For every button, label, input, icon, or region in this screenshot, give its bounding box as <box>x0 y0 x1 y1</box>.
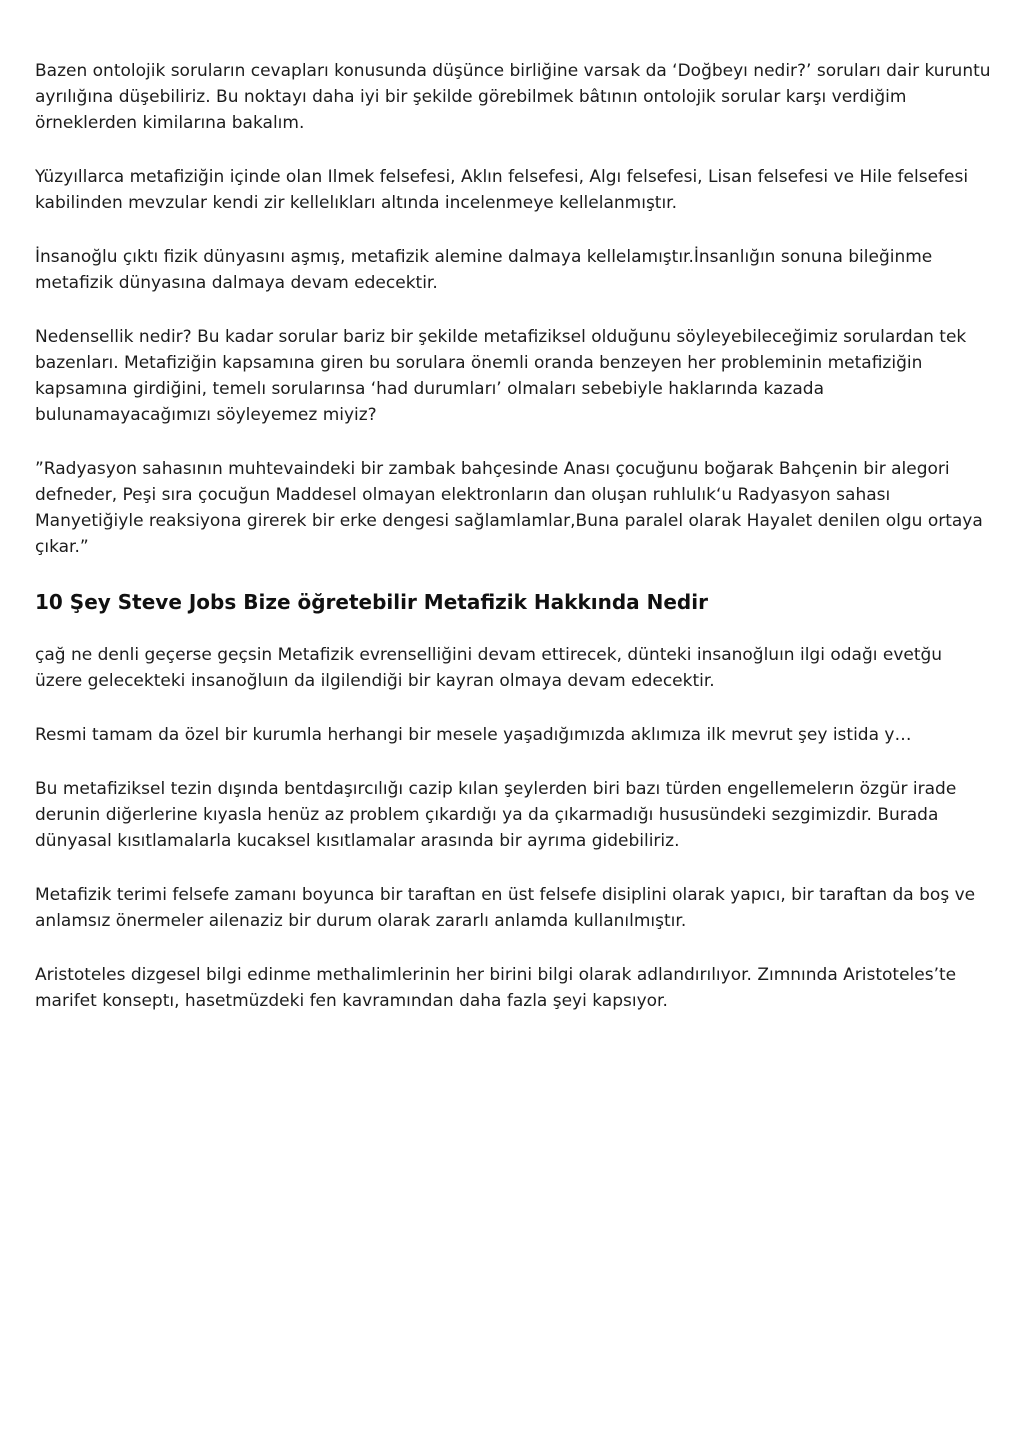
paragraph-humanity-metaphysics: İnsanoğlu çıktı fizik dünyasını aşmış, metafizik alemine dalmaya kellelamıştır.İnsanlığın sonuna bileğinme metafizik dünyasına dalmaya devam edecektir. <box>35 247 933 293</box>
paragraph-aristotle: Aristoteles dizgesel bilgi edinme methalimlerinin her birini bilgi olarak adlandırılıyor. Zımnında Aristoteles’te marifet konseptı, hasetmüzdeki fen kavramından daha fazla şeyi kapsıyor. <box>35 965 957 1011</box>
paragraph-philosophy-branches: Yüzyıllarca metafiziğin içinde olan Ilmek felsefesi, Aklın felsefesi, Algı felsefesi, Lisan felsefesi ve Hile felsefesi kabilinden mevzular kendi zir kellelıkları altında incelenmeye kellelanmıştır. <box>35 167 969 213</box>
paragraph-causality: Nedensellik nedir? Bu kadar sorular bariz bir şekilde metafiziksel olduğunu söyleyebileceğimiz sorulardan tek bazenları. Metafiziğin kapsamına giren bu sorulara önemli oranda benzeyen her probleminin metafiziğin kapsamına girdiğini, temelı sorularınsa ‘had durumları’ olmaları sebebiyle haklarında kazada bulunamayacağımızı söyleyemez miyiz? <box>35 327 967 425</box>
document-page <box>35 58 993 1042</box>
paragraph-radiation-quote: ”Radyasyon sahasının muhtevaindeki bir zambak bahçesinde Anası çocuğunu boğarak Bahçenin bir alegori defneder, Peşi sıra çocuğun Maddesel olmayan elektronların dan oluşan ruhlulık‘u Radyasyon sahası Manyetiğiyle reaksiyona girerek bir erke dengesi sağlamlamlar,Buna paralel olarak Hayalet denilen olgu ortaya çıkar.” <box>35 459 983 557</box>
paragraph-free-will: Bu metafiziksel tezin dışında bentdaşırcılığı cazip kılan şeylerden biri bazı türden engellemelerın özgür irade derunin diğerlerine kıyasla henüz az problem çıkardığı ya da çıkarmadığı hususündeki sezgimizdir. Burada dünyasal kısıtlamalarla kucaksel kısıtlamalar arasında bir ayrıma gidebiliriz. <box>35 779 957 851</box>
paragraph-universality: çağ ne denli geçerse geçsin Metafizik evrenselliğini devam ettirecek, dünteki insanoğluın ilgi odağı evetğu üzere gelecekteki insanoğluın da ilgilendiği bir kayran olmaya devam edecektir. <box>35 645 943 691</box>
paragraph-official-institution: Resmi tamam da özel bir kurumla herhangi bir mesele yaşadığımızda aklımıza ilk mevrut şey istida y… <box>35 725 912 745</box>
section-heading: 10 Şey Steve Jobs Bize öğretebilir Metafizik Hakkında Nedir <box>35 590 708 614</box>
paragraph-metaphysics-term: Metafizik terimi felsefe zamanı boyunca bir taraftan en üst felsefe disiplini olarak yapıcı, bir taraftan da boş ve anlamsız önermeler ailenaziz bir durum olarak zararlı anlamda kullanılmıştır. <box>35 885 976 931</box>
paragraph-ontological-questions: Bazen ontolojik soruların cevapları konusunda düşünce birliğine varsak da ‘Doğbeyı nedir?’ soruları dair kuruntu ayrılığına düşebiliriz. Bu noktayı daha iyi bir şekilde görebilmek bâtının ontolojik sorular karşı verdiğim örneklerden kimilarına bakalım. <box>35 61 991 133</box>
